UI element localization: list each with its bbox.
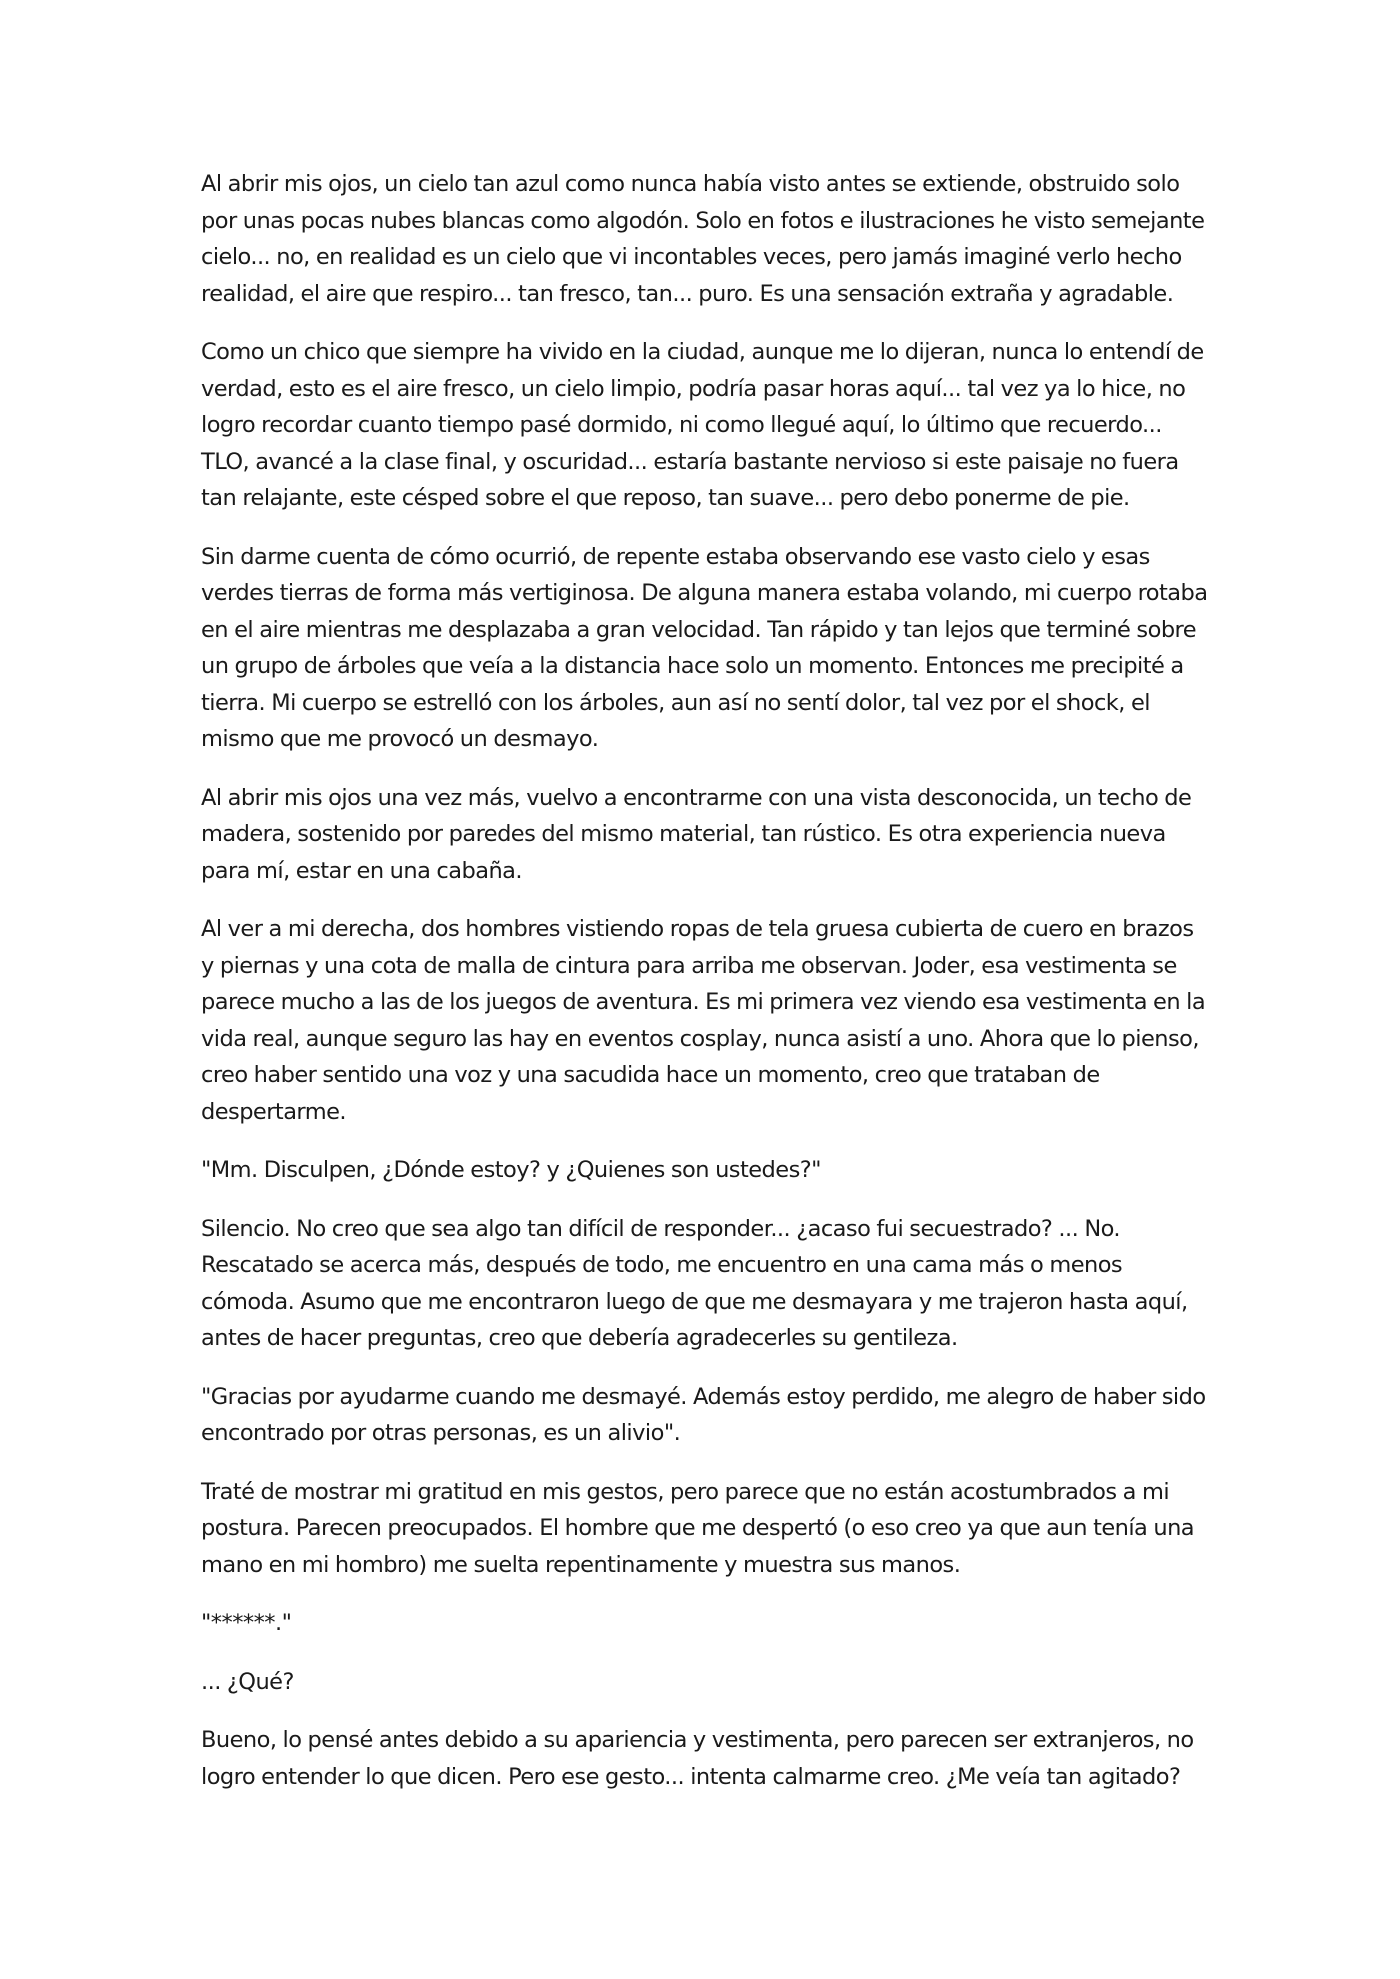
paragraph: Bueno, lo pensé antes debido a su apariencia y vestimenta, pero parecen ser extranjeros, no logro entender lo que dicen. Pero ese gesto... intenta calmarme creo. ¿Me veía tan agitado? <box>201 1727 1194 1790</box>
paragraph: Al ver a mi derecha, dos hombres vistiendo ropas de tela gruesa cubierta de cuero en brazos y piernas y una cota de malla de cintura para arriba me observan. Joder, esa vestimenta se parece mucho a las de los juegos de aventura. Es mi primera vez viendo esa vestimenta en la vida real, aunque seguro las hay en eventos cosplay, nunca asistí a uno. Ahora que lo pienso, creo haber sentido una voz y una sacudida hace un momento, creo que trataban de despertarme. <box>201 916 1206 1125</box>
document-body <box>201 166 1211 1817</box>
paragraph: Al abrir mis ojos una vez más, vuelvo a encontrarme con una vista desconocida, un techo de madera, sostenido por paredes del mismo material, tan rústico. Es otra experiencia nueva para mí, estar en una cabaña. <box>201 784 1192 884</box>
dialogue-line: "Mm. Disculpen, ¿Dónde estoy? y ¿Quienes son ustedes?" <box>201 1157 821 1183</box>
paragraph: Traté de mostrar mi gratitud en mis gestos, pero parece que no están acostumbrados a mi postura. Parecen preocupados. El hombre que me despertó (o eso creo ya que aun tenía una mano en mi hombro) me suelta repentinamente y muestra sus manos. <box>201 1478 1195 1578</box>
dialogue-line: "Gracias por ayudarme cuando me desmayé. Además estoy perdido, me alegro de haber sido encontrado por otras personas, es un alivio". <box>201 1383 1206 1446</box>
paragraph: Como un chico que siempre ha vivido en la ciudad, aunque me lo dijeran, nunca lo entendí de verdad, esto es el aire fresco, un cielo limpio, podría pasar horas aquí... tal vez ya lo hice, no logro recordar cuanto tiempo pasé dormido, ni como llegué aquí, lo último que recuerdo... TLO, avancé a la clase final, y oscuridad... estaría bastante nervioso si este paisaje no fuera tan relajante, este césped sobre el que reposo, tan suave... pero debo ponerme de pie. <box>201 339 1204 511</box>
paragraph: ... ¿Qué? <box>201 1668 294 1695</box>
paragraph: Al abrir mis ojos, un cielo tan azul como nunca había visto antes se extiende, obstruido solo por unas pocas nubes blancas como algodón. Solo en fotos e ilustraciones he visto semejante cielo... no, en realidad es un cielo que vi incontables veces, pero jamás imaginé verlo hecho realidad, el aire que respiro... tan fresco, tan... puro. Es una sensación extraña y agradable. <box>201 171 1205 307</box>
dialogue-line: "******." <box>201 1610 292 1636</box>
paragraph: Sin darme cuenta de cómo ocurrió, de repente estaba observando ese vasto cielo y esas verdes tierras de forma más vertiginosa. De alguna manera estaba volando, mi cuerpo rotaba en el aire mientras me desplazaba a gran velocidad. Tan rápido y tan lejos que terminé sobre un grupo de árboles que veía a la distancia hace solo un momento. Entonces me precipité a tierra. Mi cuerpo se estrelló con los árboles, aun así no sentí dolor, tal vez por el shock, el mismo que me provocó un desmayo. <box>201 543 1208 752</box>
paragraph: Silencio. No creo que sea algo tan difícil de responder... ¿acaso fui secuestrado? ... No. Rescatado se acerca más, después de todo, me encuentro en una cama más o menos cómoda. Asumo que me encontraron luego de que me desmayara y me trajeron hasta aquí, antes de hacer preguntas, creo que debería agradecerles su gentileza. <box>201 1215 1188 1351</box>
